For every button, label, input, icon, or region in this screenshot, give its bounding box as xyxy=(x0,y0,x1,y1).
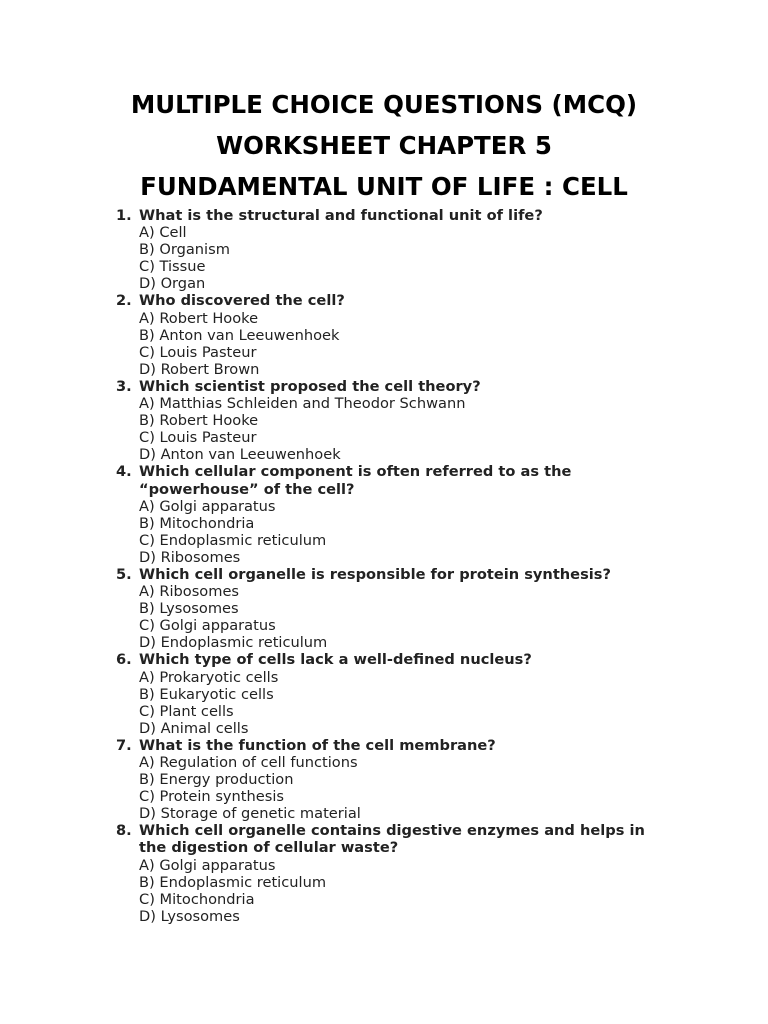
answer-options xyxy=(116,669,676,737)
title-line-3: FUNDAMENTAL UNIT OF LIFE : CELL xyxy=(140,172,628,201)
answer-option: C) Tissue xyxy=(139,258,206,276)
answer-option: A) Regulation of cell functions xyxy=(139,754,358,771)
question-item xyxy=(116,651,676,736)
question-text: Which scientist proposed the cell theory? xyxy=(139,377,481,395)
answer-option: C) Endoplasmic reticulum xyxy=(139,531,327,549)
question-number: 6. xyxy=(116,651,132,669)
question-heading xyxy=(116,737,676,754)
question-number: 8. xyxy=(116,822,132,840)
question-number: 4. xyxy=(116,463,132,481)
question-item xyxy=(116,737,676,822)
answer-option: B) Anton van Leeuwenhoek xyxy=(139,326,340,344)
answer-option: B) Lysosomes xyxy=(139,600,239,618)
answer-option: B) Robert Hooke xyxy=(139,412,259,430)
question-text: What is the structural and functional unit of life? xyxy=(139,207,543,224)
answer-options xyxy=(116,583,676,651)
question-text: Which cell organelle is responsible for protein synthesis? xyxy=(139,565,611,583)
question-item xyxy=(116,207,676,292)
question-item xyxy=(116,463,676,566)
answer-option: D) Robert Brown xyxy=(139,360,260,378)
question-item xyxy=(116,566,676,651)
answer-option: D) Storage of genetic material xyxy=(139,805,361,823)
question-heading xyxy=(116,651,676,668)
answer-option: C) Plant cells xyxy=(139,702,234,720)
answer-options xyxy=(116,310,676,378)
answer-option: A) Ribosomes xyxy=(139,583,240,601)
question-item xyxy=(116,378,676,463)
answer-option: D) Ribosomes xyxy=(139,548,241,566)
answer-options xyxy=(116,498,676,566)
question-heading xyxy=(116,566,676,583)
answer-option: B) Energy production xyxy=(139,771,294,789)
answer-options xyxy=(116,857,676,925)
question-number: 5. xyxy=(116,565,132,583)
answer-option: A) Cell xyxy=(139,224,187,242)
answer-option: C) Louis Pasteur xyxy=(139,429,257,447)
question-number: 3. xyxy=(116,377,132,395)
answer-options xyxy=(116,395,676,463)
question-heading xyxy=(116,378,676,395)
question-text: What is the function of the cell membrane? xyxy=(139,736,496,754)
question-heading xyxy=(116,822,676,856)
answer-option: C) Louis Pasteur xyxy=(139,343,257,361)
answer-options xyxy=(116,224,676,292)
answer-option: A) Golgi apparatus xyxy=(139,497,276,515)
question-heading xyxy=(116,463,676,497)
answer-option: A) Prokaryotic cells xyxy=(139,668,279,686)
question-number: 1. xyxy=(116,207,132,224)
answer-option: B) Endoplasmic reticulum xyxy=(139,873,327,891)
title-line-2: WORKSHEET CHAPTER 5 xyxy=(216,131,552,160)
answer-option: D) Endoplasmic reticulum xyxy=(139,634,328,652)
question-number: 7. xyxy=(116,736,132,754)
answer-option: C) Mitochondria xyxy=(139,890,255,908)
answer-option: D) Lysosomes xyxy=(139,907,240,925)
question-item xyxy=(116,292,676,377)
question-text: Who discovered the cell? xyxy=(139,292,345,310)
question-text: Which cell organelle contains digestive enzymes and helps in the digestion of cellular waste? xyxy=(139,822,645,857)
answer-option: C) Protein synthesis xyxy=(139,788,285,806)
answer-option: A) Golgi apparatus xyxy=(139,856,276,874)
answer-option: B) Organism xyxy=(139,241,230,259)
answer-option: A) Robert Hooke xyxy=(139,309,259,327)
question-text: Which cellular component is often referred to as the “powerhouse” of the cell? xyxy=(139,463,572,498)
answer-option: B) Mitochondria xyxy=(139,514,255,532)
worksheet-title xyxy=(0,84,768,207)
question-list xyxy=(116,207,676,925)
question-text: Which type of cells lack a well-defined nucleus? xyxy=(139,651,532,669)
answer-option: B) Eukaryotic cells xyxy=(139,685,274,703)
question-heading xyxy=(116,207,676,224)
answer-option: D) Organ xyxy=(139,275,206,293)
question-item xyxy=(116,822,676,925)
title-line-1: MULTIPLE CHOICE QUESTIONS (MCQ) xyxy=(130,90,638,119)
answer-options xyxy=(116,754,676,822)
question-heading xyxy=(116,292,676,309)
answer-option: A) Matthias Schleiden and Theodor Schwann xyxy=(139,395,466,413)
answer-option: D) Anton van Leeuwenhoek xyxy=(139,446,341,464)
question-number: 2. xyxy=(116,292,132,310)
answer-option: C) Golgi apparatus xyxy=(139,617,276,635)
answer-option: D) Animal cells xyxy=(139,719,249,737)
